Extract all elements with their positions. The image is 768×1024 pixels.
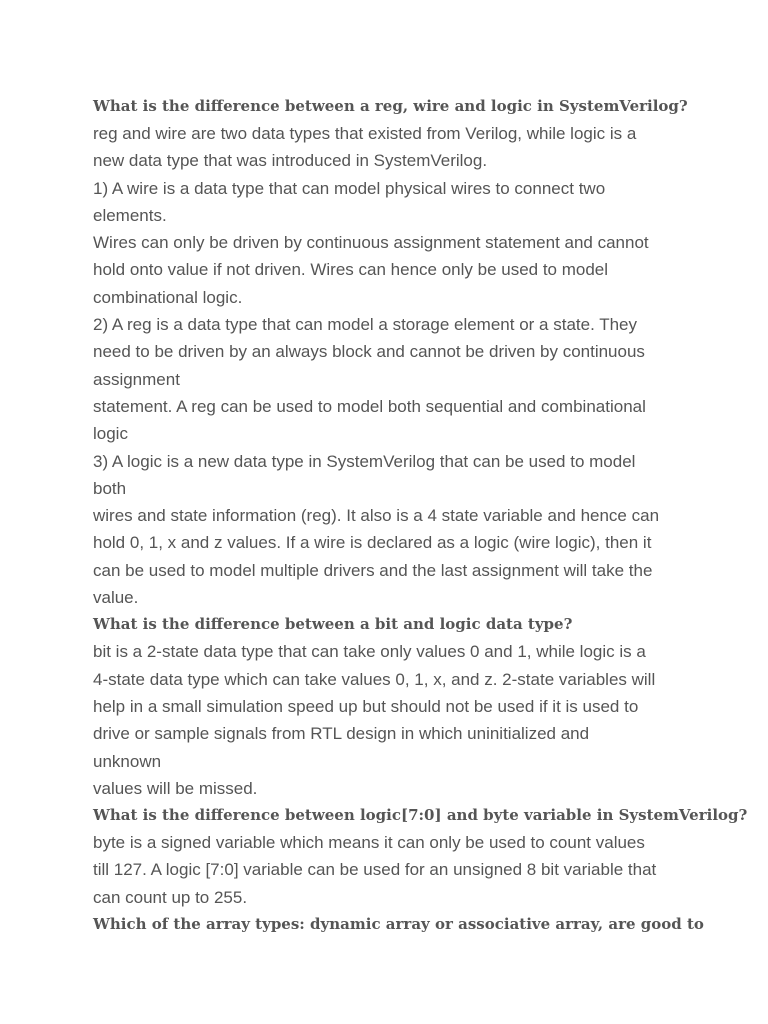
answer-line: elements. — [93, 205, 167, 225]
answer-line: combinational logic. — [93, 287, 243, 307]
answer-line: 4-state data type which can take values 0, 1, x, and z. 2-state variables will — [93, 669, 656, 689]
answer-line: drive or sample signals from RTL design in which uninitialized and — [93, 724, 590, 744]
answer-line: help in a small simulation speed up but should not be used if it is used to — [93, 696, 639, 716]
answer-line: value. — [93, 588, 139, 608]
answer-line: reg and wire are two data types that existed from Verilog, while logic is a — [93, 124, 637, 143]
answer-line: unknown — [93, 751, 162, 771]
answer-line: assignment — [93, 369, 180, 389]
answer-line: both — [93, 478, 127, 498]
answer-line: 3) A logic is a new data type in SystemVerilog that can be used to model — [93, 451, 636, 471]
answer-line: can be used to model multiple drivers and the last assignment will take the — [93, 560, 653, 580]
answer-line: statement. A reg can be used to model both sequential and combinational — [93, 396, 646, 416]
answer-line: 2) A reg is a data type that can model a storage element or a state. They — [93, 315, 638, 335]
question-heading: What is the difference between logic[7:0] and byte variable in SystemVerilog? — [93, 806, 748, 825]
answer-line: logic — [93, 424, 128, 444]
document-page — [93, 93, 748, 938]
question-heading: What is the difference between a reg, wire and logic in SystemVerilog? — [93, 97, 688, 115]
answer-line: can count up to 255. — [93, 887, 248, 907]
question-heading: Which of the array types: dynamic array or associative array, are good to — [93, 915, 704, 934]
answer-line: values will be missed. — [93, 778, 258, 798]
answer-line: byte is a signed variable which means it can only be used to count values — [93, 833, 645, 853]
answer-line: wires and state information (reg). It also is a 4 state variable and hence can — [93, 506, 660, 526]
answer-line: till 127. A logic [7:0] variable can be used for an unsigned 8 bit variable that — [93, 860, 657, 880]
answer-line: need to be driven by an always block and cannot be driven by continuous — [93, 342, 645, 362]
answer-line: 1) A wire is a data type that can model physical wires to connect two — [93, 178, 606, 198]
answer-line: hold onto value if not driven. Wires can hence only be used to model — [93, 260, 609, 280]
answer-line: hold 0, 1, x and z values. If a wire is declared as a logic (wire logic), then it — [93, 533, 652, 553]
answer-line: Wires can only be driven by continuous assignment statement and cannot — [93, 233, 649, 253]
answer-line: bit is a 2-state data type that can take only values 0 and 1, while logic is a — [93, 642, 646, 662]
answer-line: new data type that was introduced in SystemVerilog. — [93, 151, 488, 171]
question-heading: What is the difference between a bit and logic data type? — [93, 615, 573, 634]
